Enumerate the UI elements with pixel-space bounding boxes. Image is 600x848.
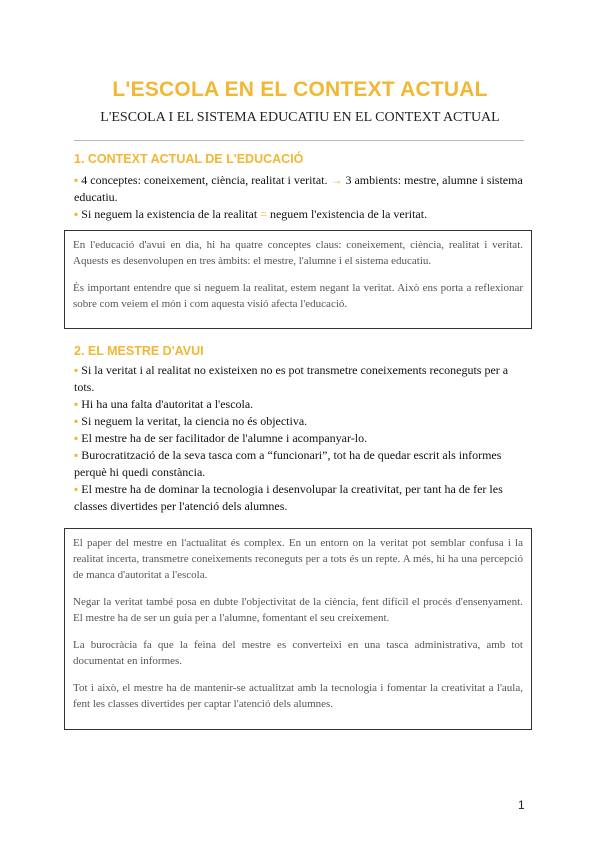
bullet-text: neguem l'existencia de la veritat. xyxy=(269,207,428,221)
box-paragraph: La burocràcia fa que la feina del mestre es converteixi en una tasca administrativa, amb tot documentat en informes. xyxy=(73,639,523,667)
box-paragraph: Negar la veritat també posa en dubte l'objectivitat de la ciència, fent difícil el procés d'ensenyament. El mestre ha de ser un guia per a l'alumne, fomentant el seu creixement. xyxy=(73,596,523,624)
bullet-text: Si neguem la veritat, la ciencia no és objectiva. xyxy=(81,414,308,428)
section-1-bullets xyxy=(74,172,530,223)
bullet-marker-icon: ▪ xyxy=(74,397,79,411)
summary-box-1 xyxy=(64,230,532,329)
box-paragraph: El paper del mestre en l'actualitat és complex. En un entorn on la veritat pot semblar confusa i la realitat incerta, transmetre coneixements reconeguts per a tots és un repte. A més, hi ha una percepció de manca d'autoritat a l'escola. xyxy=(73,537,523,581)
bullet-marker-icon: ▪ xyxy=(74,363,79,377)
bullet-item xyxy=(74,362,530,396)
page-number: 1 xyxy=(518,798,525,812)
bullet-text: El mestre ha de dominar la tecnologia i desenvolupar la creativitat, per tant ha de fer les classes divertides per l'atenció dels alumnes. xyxy=(74,482,503,513)
bullet-marker-icon: ▪ xyxy=(74,173,79,187)
bullet-item xyxy=(74,413,530,430)
box-paragraph: Tot i això, el mestre ha de mantenir-se actualitzat amb la tecnologia i fomentar la creativitat a l'aula, fent les classes divertides per captar l'atenció dels alumnes. xyxy=(73,682,523,710)
bullet-text: 4 conceptes: coneixement, ciència, realitat i veritat. xyxy=(81,173,328,187)
bullet-marker-icon: ▪ xyxy=(74,482,79,496)
section-2-heading: 2. EL MESTRE D'AVUI xyxy=(74,344,204,358)
box-paragraph: En l'educació d'avui en dia, hi ha quatre conceptes claus: coneixement, ciència, realitat i veritat. Aquests es desenvolupen en tres àmbits: el mestre, l'alumne i el sistema educatiu. xyxy=(73,239,523,267)
bullet-item xyxy=(74,481,530,515)
section-1-heading: 1. CONTEXT ACTUAL DE L'EDUCACIÓ xyxy=(74,152,304,166)
bullet-text: Si neguem la existencia de la realitat xyxy=(81,207,258,221)
title-divider xyxy=(74,140,524,141)
bullet-marker-icon: ▪ xyxy=(74,207,79,221)
bullet-marker-icon: ▪ xyxy=(74,414,79,428)
bullet-item xyxy=(74,396,530,413)
equals-icon: = xyxy=(257,207,270,221)
summary-box-2 xyxy=(64,528,532,730)
bullet-text: 3 ambients: mestre, alumne i sistema educatiu. xyxy=(74,173,523,204)
bullet-item xyxy=(74,430,530,447)
document-subtitle: L'ESCOLA I EL SISTEMA EDUCATIU EN EL CONTEXT ACTUAL xyxy=(100,110,500,125)
bullet-text: Burocratització de la seva tasca com a “funcionari”, tot ha de quedar escrit als informes perquè hi quedi constància. xyxy=(74,448,502,479)
section-2-bullets xyxy=(74,362,530,515)
arrow-icon: → xyxy=(327,173,346,187)
bullet-item xyxy=(74,172,530,206)
bullet-marker-icon: ▪ xyxy=(74,431,79,445)
box-paragraph: És important entendre que si neguem la realitat, estem negant la veritat. Això ens porta a reflexionar sobre com veiem el món i com aquesta visió afecta l'educació. xyxy=(73,282,523,310)
bullet-text: Hi ha una falta d'autoritat a l'escola. xyxy=(81,397,254,411)
document-title: L'ESCOLA EN EL CONTEXT ACTUAL xyxy=(112,78,488,101)
bullet-item xyxy=(74,447,530,481)
bullet-item xyxy=(74,206,530,223)
bullet-text: Si la veritat i al realitat no existeixen no es pot transmetre coneixements reconeguts per a tots. xyxy=(74,363,509,394)
bullet-text: El mestre ha de ser facilitador de l'alumne i acompanyar-lo. xyxy=(81,431,368,445)
bullet-marker-icon: ▪ xyxy=(74,448,79,462)
